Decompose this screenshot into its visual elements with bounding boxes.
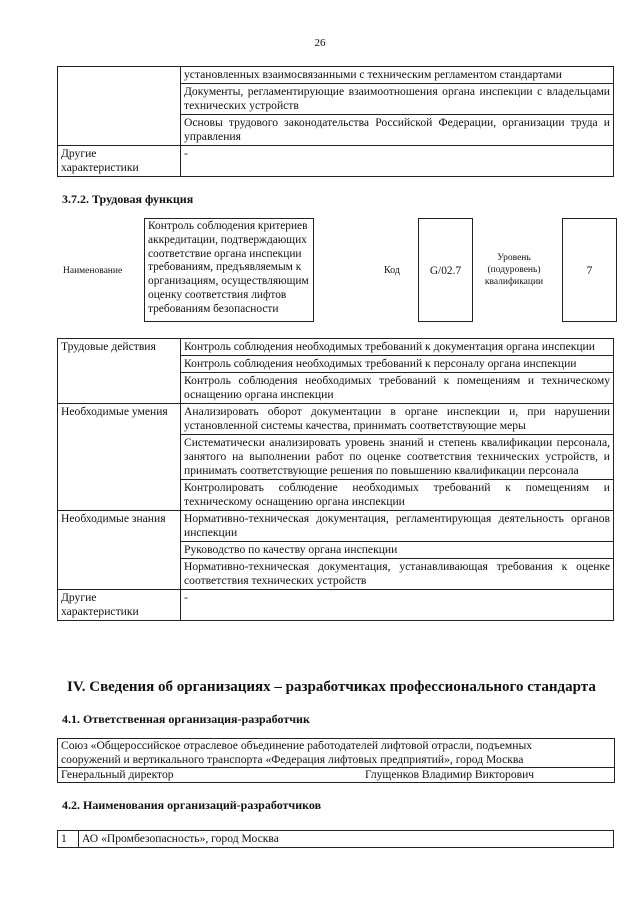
row-label: Необходимые умения xyxy=(58,404,181,511)
cell-text: Контроль соблюдения необходимых требований к документация органа инспекции xyxy=(181,339,614,356)
cell-text: Документы, регламентирующие взаимоотношения органа инспекции с владельцами технических устройств xyxy=(181,84,614,115)
row-label: Трудовые действия xyxy=(58,339,181,404)
table-row xyxy=(58,404,614,435)
table-row xyxy=(58,590,614,621)
chapter-heading: IV. Сведения об организациях – разработчиках профессионального стандарта xyxy=(67,679,596,695)
director-row xyxy=(58,767,614,782)
cell-text: Анализировать оборот документации в органе инспекции и, при нарушении установленной системы качества, принимать соответствующие меры xyxy=(181,404,614,435)
section-heading: 3.7.2. Трудовая функция xyxy=(62,192,194,206)
row-number: 1 xyxy=(58,831,79,848)
cell-text: Систематически анализировать уровень знаний и степень квалификации персонала, занятого на выполнении работ по оценке соответствия технических устройств, и принимать соответствующие решения по повышению квалификации персонала xyxy=(181,435,614,480)
name-label: Наименование xyxy=(63,266,123,276)
code-label: Код xyxy=(384,265,400,276)
cell-text: Основы трудового законодательства Российской Федерации, организации труда и управления xyxy=(181,115,614,146)
org-name-line: сооружений и вертикального транспорта «Федерация лифтовых предприятий», город Москва xyxy=(61,753,524,766)
cell-text: Нормативно-техническая документация, регламентирующая деятельность органов инспекции xyxy=(181,511,614,542)
knowledge-continuation-table xyxy=(57,66,614,177)
director-title: Генеральный директор xyxy=(61,768,174,781)
table-row xyxy=(58,146,614,177)
row-label: Необходимые знания xyxy=(58,511,181,590)
level-label: Уровень (подуровень) квалификации xyxy=(484,253,544,287)
table-row xyxy=(58,831,614,848)
row-label xyxy=(58,67,181,146)
qualification-level: 7 xyxy=(562,218,617,322)
subsection-heading: 4.2. Наименования организаций-разработчиков xyxy=(62,798,322,812)
table-row xyxy=(58,511,614,542)
cell-text: Контролировать соблюдение необходимых требований к помещениям и техническому оснащению органа инспекции xyxy=(181,480,614,511)
cell-text: Контроль соблюдения необходимых требований к персоналу органа инспекции xyxy=(181,356,614,373)
developers-table xyxy=(57,830,614,848)
table-row xyxy=(58,339,614,356)
row-label: Другие характеристики xyxy=(58,146,181,177)
function-name: Контроль соблюдения критериев аккредитации, подтверждающих соответствие органа инспекции требованиям, предъявляемым к организациям, осуществляющим оценку соответствия лифтов требованиям безопасности xyxy=(144,218,314,322)
cell-text: Контроль соблюдения необходимых требований к помещениям и техническому оснащению органа инспекции xyxy=(181,373,614,404)
cell-text: установленных взаимосвязанными с техническим регламентом стандартами xyxy=(181,67,614,84)
cell-text: - xyxy=(181,146,614,177)
function-code: G/02.7 xyxy=(418,218,473,322)
developer-name: АО «Промбезопасность», город Москва xyxy=(79,831,614,848)
org-name-line: Союз «Общероссийское отраслевое объединение работодателей лифтовой отрасли, подъемных xyxy=(61,739,533,752)
responsible-organization xyxy=(57,738,615,783)
cell-text: Нормативно-техническая документация, устанавливающая требования к оценке соответствия технических устройств xyxy=(181,559,614,590)
subsection-heading: 4.1. Ответственная организация-разработчик xyxy=(62,712,310,726)
labor-function-header xyxy=(57,218,617,326)
labor-function-table xyxy=(57,338,614,621)
table-row xyxy=(58,67,614,84)
page-number: 26 xyxy=(314,37,326,49)
cell-text: - xyxy=(181,590,614,621)
cell-text: Руководство по качеству органа инспекции xyxy=(181,542,614,559)
director-name: Глущенков Владимир Викторович xyxy=(365,768,535,781)
row-label: Другие характеристики xyxy=(58,590,181,621)
